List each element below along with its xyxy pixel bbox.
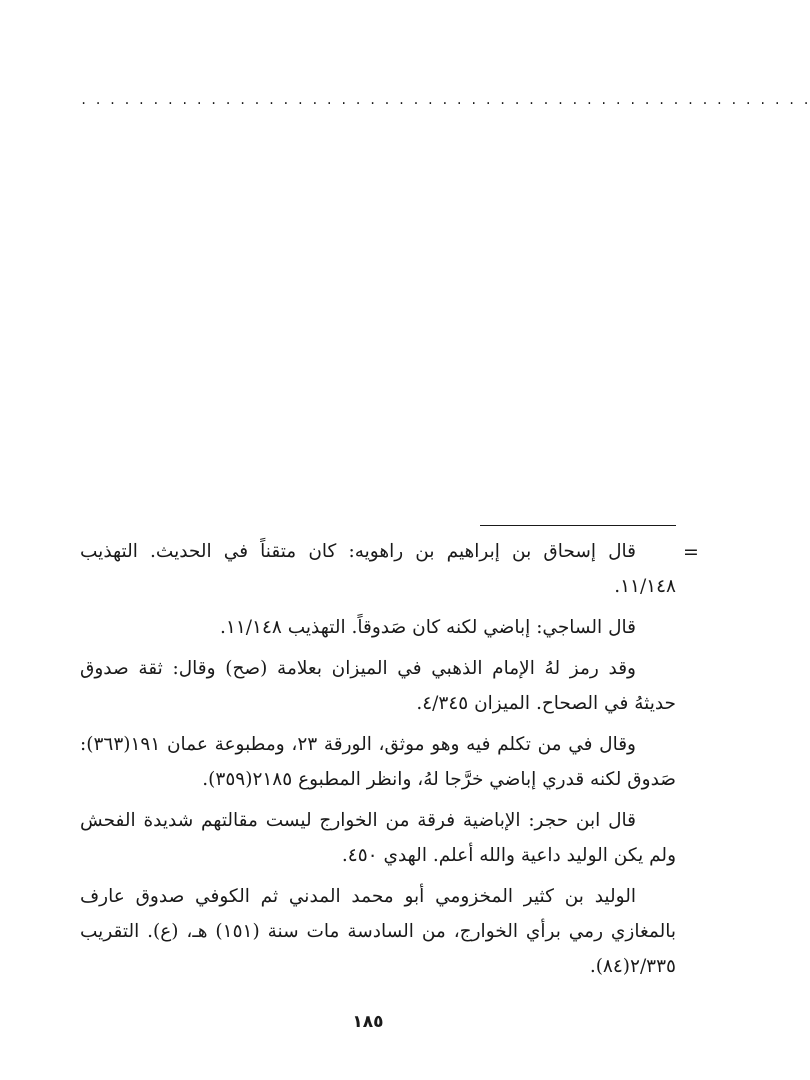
footnote-paragraph: قال إسحاق بن إبراهيم بن راهويه: كان متقناً في الحديث. التهذيب ١١/١٤٨. bbox=[80, 541, 676, 597]
dotted-separator: . . . . . . . . . . . . . . . . . . . . . . . . . . . . . . . . . . . . . . . . . . . . . . . . . . . bbox=[80, 93, 810, 107]
footnote-paragraph: قال الساجي: إباضي لكنه كان صَدوقاً. التهذيب ١١/١٤٨. bbox=[220, 617, 636, 638]
footnotes-block bbox=[80, 534, 676, 990]
footnote-paragraph: قال ابن حجر: الإباضية فرقة من الخوارج ليست مقالتهم شديدة الفحش ولم يكن الوليد داعية والله أعلم. الهدي ٤٥٠. bbox=[80, 810, 676, 866]
page-number: ١٨٥ bbox=[352, 1012, 384, 1032]
footnote-paragraph: وقد رمز لهُ الإمام الذهبي في الميزان بعلامة (صح) وقال: ثقة صدوق حديثهُ في الصحاح. الميزان ٤/٣٤٥. bbox=[80, 658, 676, 714]
footnote-paragraph: الوليد بن كثير المخزومي أبو محمد المدني ثم الكوفي صدوق عارف بالمغازي رمي برأي الخوارج، من السادسة مات سنة (١٥١) هـ، (ع). التقريب ٢/٣٣٥(٨٤). bbox=[80, 886, 676, 977]
footnote-continuation-marker: = bbox=[683, 541, 699, 563]
footnote-rule bbox=[480, 525, 676, 526]
footnote-paragraph: وقال في من تكلم فيه وهو موثق، الورقة ٢٣، ومطبوعة عمان ١٩١(٣٦٣): صَدوق لكنه قدري إباضي خرَّجا لهُ، وانظر المطبوع ٢١٨٥(٣٥٩). bbox=[80, 734, 676, 790]
